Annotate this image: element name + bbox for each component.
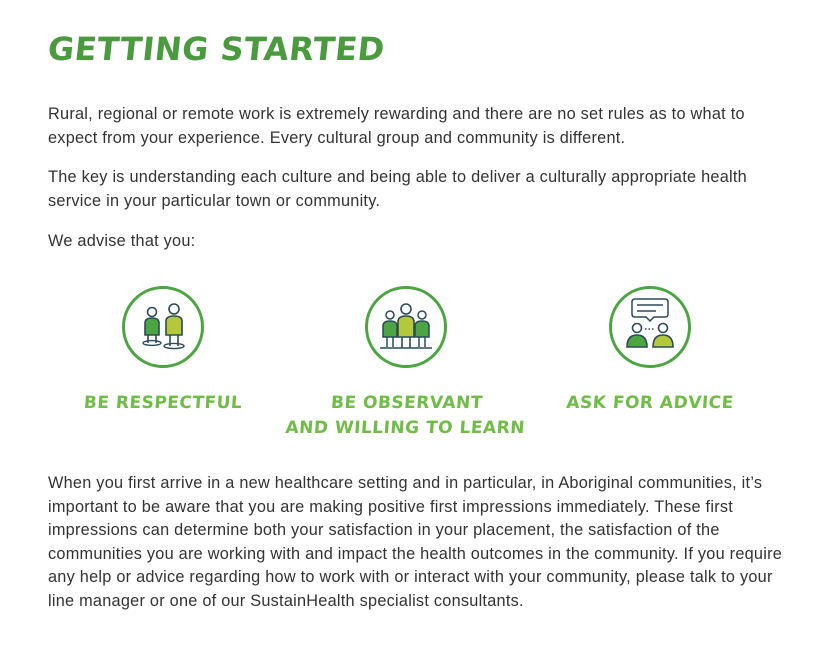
advice-item-observant xyxy=(286,285,526,441)
conversation-icon xyxy=(608,285,692,369)
advice-item-ask xyxy=(530,285,770,416)
advice-item-respectful xyxy=(43,285,283,416)
advise-paragraph: We advise that you: xyxy=(48,232,196,250)
advice-label xyxy=(42,391,284,416)
key-paragraph: The key is understanding each culture and being able to deliver a culturally appropriate health service in your particular town or community. xyxy=(48,168,747,210)
group-people-icon xyxy=(364,285,448,369)
advice-label-line1: BE RESPECTFUL xyxy=(83,393,243,413)
intro-paragraph: Rural, regional or remote work is extremely rewarding and there are no set rules as to what to expect from your experience. Every cultural group and community is different. xyxy=(48,105,745,147)
advice-label-line1: ASK FOR ADVICE xyxy=(565,393,735,413)
advice-label xyxy=(529,391,771,416)
two-people-icon xyxy=(121,285,205,369)
page-title: GETTING STARTED xyxy=(46,30,387,68)
closing-paragraph: When you first arrive in a new healthcare setting and in particular, in Aboriginal communities, it’s important to be aware that you are making positive first impressions immediately. These first impressions can determine both your satisfaction in your placement, the satisfaction of the communities you are working with and impact the health outcomes in the community. If you require any help or advice regarding how to work with or interact with your community, please talk to your line manager or one of our SustainHealth specialist consultants. xyxy=(48,474,783,610)
advice-label xyxy=(284,391,527,441)
advice-label-line2: AND WILLING TO LEARN xyxy=(284,418,526,438)
advice-label-line1: BE OBSERVANT xyxy=(330,393,484,413)
